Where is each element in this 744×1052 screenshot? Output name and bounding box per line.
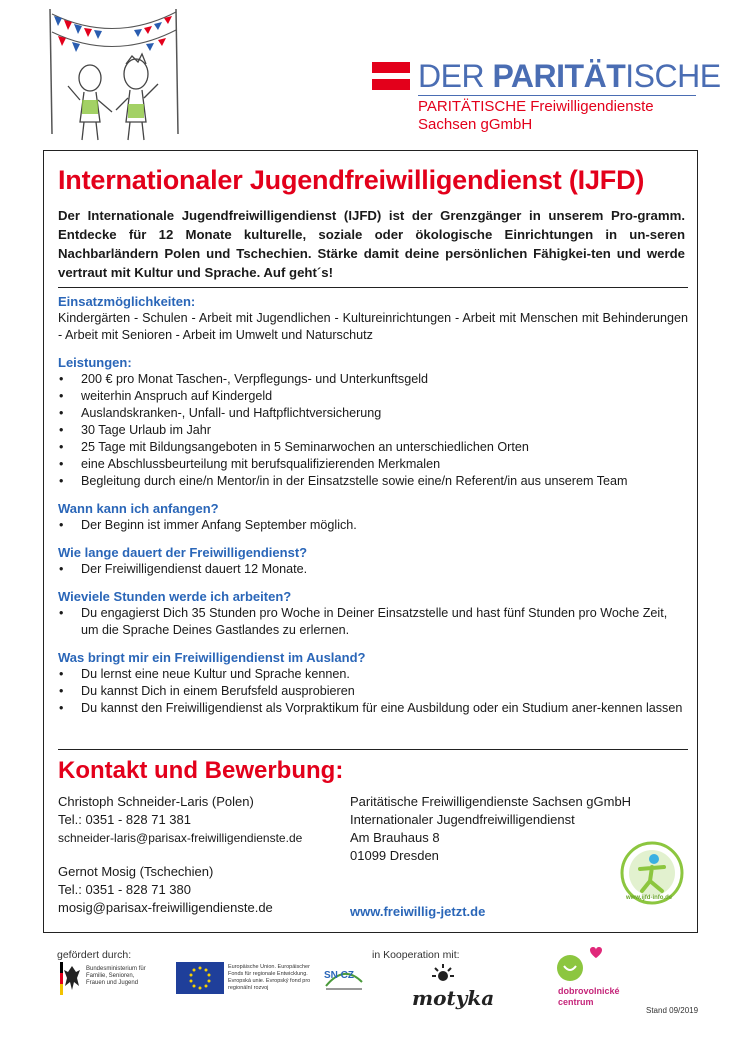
section-heading-ausland: Was bringt mir ein Freiwilligendienst im Ausland?	[58, 650, 366, 665]
dobrovolnicke-centrum-logo	[548, 942, 638, 1020]
volunteers-illustration-icon	[28, 4, 198, 144]
dauer-list	[58, 561, 688, 578]
info-sections	[58, 293, 688, 723]
logo-name: DER PARITÄTISCHE	[418, 58, 721, 94]
logo-subtitle: PARITÄTISCHE Freiwilligendienste Sachsen gGmbH	[418, 98, 654, 133]
bmfsfj-logo	[60, 962, 155, 1002]
list-item: • 200 € pro Monat Taschen-, Verpflegungs- und Unterkunftsgeld	[58, 371, 688, 388]
cooperation-label: in Kooperation mit:	[372, 949, 460, 961]
svg-text:SN CZ: SN CZ	[324, 970, 354, 981]
leistungen-list	[58, 371, 688, 490]
list-item: • eine Abschlussbeurteilung mit berufsqualifizierenden Merkmalen	[58, 456, 688, 473]
heart-apple-icon	[554, 942, 614, 984]
funded-by-label: gefördert durch:	[57, 949, 132, 961]
contact-email-link[interactable]: schneider-laris@parisax-freiwilligendienste.de	[58, 831, 303, 845]
section-heading-dauer: Wie lange dauert der Freiwilligendienst?	[58, 545, 308, 560]
section-heading-einsatz: Einsatzmöglichkeiten:	[58, 294, 196, 309]
section-heading-stunden: Wieviele Stunden werde ich arbeiten?	[58, 589, 292, 604]
sn-cz-logo	[322, 962, 366, 1002]
sun-icon	[428, 962, 458, 986]
motyka-logo	[408, 962, 495, 1014]
org-name: Paritätische Freiwilligendienste Sachsen gGmbH	[350, 794, 632, 809]
contact-name: Christoph Schneider-Laris (Polen)	[58, 794, 254, 809]
ijfd-badge-icon	[620, 841, 684, 905]
eu-logo	[176, 962, 316, 1002]
organisation-address	[350, 793, 631, 921]
stunden-list	[58, 605, 688, 639]
einsatz-text: Kindergärten - Schulen - Arbeit mit Jugendlichen - Kultureinrichtungen - Arbeit mit Menschen mit Behinderungen - Arbeit mit Senioren - Arbeit im Umwelt und Naturschutz	[58, 311, 688, 342]
contact-heading: Kontakt und Bewerbung:	[58, 757, 344, 784]
list-item: • Du lernst eine neue Kultur und Sprache kennen.	[58, 666, 688, 683]
eu-flag-icon	[176, 962, 224, 994]
list-item: • Der Beginn ist immer Anfang September möglich.	[58, 517, 688, 534]
list-item: • 25 Tage mit Bildungsangeboten in 5 Seminarwochen an unterschiedlichen Orten	[58, 439, 688, 456]
contact-name: Gernot Mosig (Tschechien)	[58, 864, 214, 879]
ausland-list	[58, 666, 688, 717]
divider	[58, 287, 688, 288]
list-item: • 30 Tage Urlaub im Jahr	[58, 422, 688, 439]
sn-cz-icon	[322, 962, 366, 996]
paritaetische-logo	[372, 42, 721, 142]
svg-text:www.ijfd-info.de: www.ijfd-info.de	[626, 895, 673, 901]
list-item: • weiterhin Anspruch auf Kindergeld	[58, 388, 688, 405]
intro-text: Der Internationale Jugendfreiwilligendienst (IJFD) ist der Grenzgänger in unserem Pro-gramm. Entdecke für 12 Monate kulturelle, soziale oder ökologische Einrichtungen in un-seren Nachbarländern Polen und Tschechien. Stärke damit deine persönlichen Fähigkei-ten und werde vertraut mit Kultur und Sprache. Auf geht´s!	[58, 208, 685, 280]
org-program: Internationaler Jugendfreiwilligendienst	[350, 812, 575, 827]
version-date: Stand 09/2019	[646, 1006, 699, 1015]
section-heading-anfangen: Wann kann ich anfangen?	[58, 501, 219, 516]
anfangen-list	[58, 517, 688, 534]
list-item: • Auslandskranken-, Unfall- und Haftpflichtversicherung	[58, 405, 688, 422]
bmfsfj-text: Bundesministerium für Familie, Senioren, Frauen und Jugend	[86, 966, 146, 986]
list-item: • Der Freiwilligendienst dauert 12 Monate.	[58, 561, 688, 578]
org-city: 01099 Dresden	[350, 848, 439, 863]
list-item: • Du kannst Dich in einem Berufsfeld ausprobieren	[58, 683, 688, 700]
flyer-frame	[43, 150, 698, 933]
contact-email-link[interactable]: mosig@parisax-freiwilligendienste.de	[58, 900, 273, 915]
eu-text: Europäische Union. Europäischer Fonds für regionale Entwicklung. Evropská unie. Evropský fond pro regionální rozvoj	[228, 964, 311, 991]
divider	[58, 749, 688, 750]
page-title: Internationaler Jugendfreiwilligendienst (IJFD)	[58, 165, 645, 195]
contact-phone[interactable]: Tel.: 0351 - 828 71 380	[58, 882, 191, 897]
logo-mark-icon	[372, 62, 410, 90]
list-item: • Du engagierst Dich 35 Stunden pro Woche in Deiner Einsatzstelle und hast fünf Stunden pro Woche Zeit, um die Sprache Deines Gastlandes zu erlernen.	[58, 605, 688, 639]
list-item: • Du kannst den Freiwilligendienst als Vorpraktikum für eine Ausbildung oder ein Studium aner-kennen lassen	[58, 700, 688, 717]
dobrovolnicke-text: dobrovolnické centrum	[558, 986, 620, 1007]
website-link[interactable]: www.freiwillig-jetzt.de	[350, 904, 486, 919]
motyka-wordmark: motyka	[412, 986, 495, 1010]
list-item: • Begleitung durch eine/n Mentor/in in der Einsatzstelle sowie eine/n Referent/in aus unserem Team	[58, 473, 688, 490]
section-heading-leistungen: Leistungen:	[58, 355, 132, 370]
logo-divider	[418, 95, 696, 96]
contact-persons	[58, 793, 302, 917]
org-street: Am Brauhaus 8	[350, 830, 440, 845]
federal-eagle-icon	[60, 962, 82, 996]
contact-phone[interactable]: Tel.: 0351 - 828 71 381	[58, 812, 191, 827]
